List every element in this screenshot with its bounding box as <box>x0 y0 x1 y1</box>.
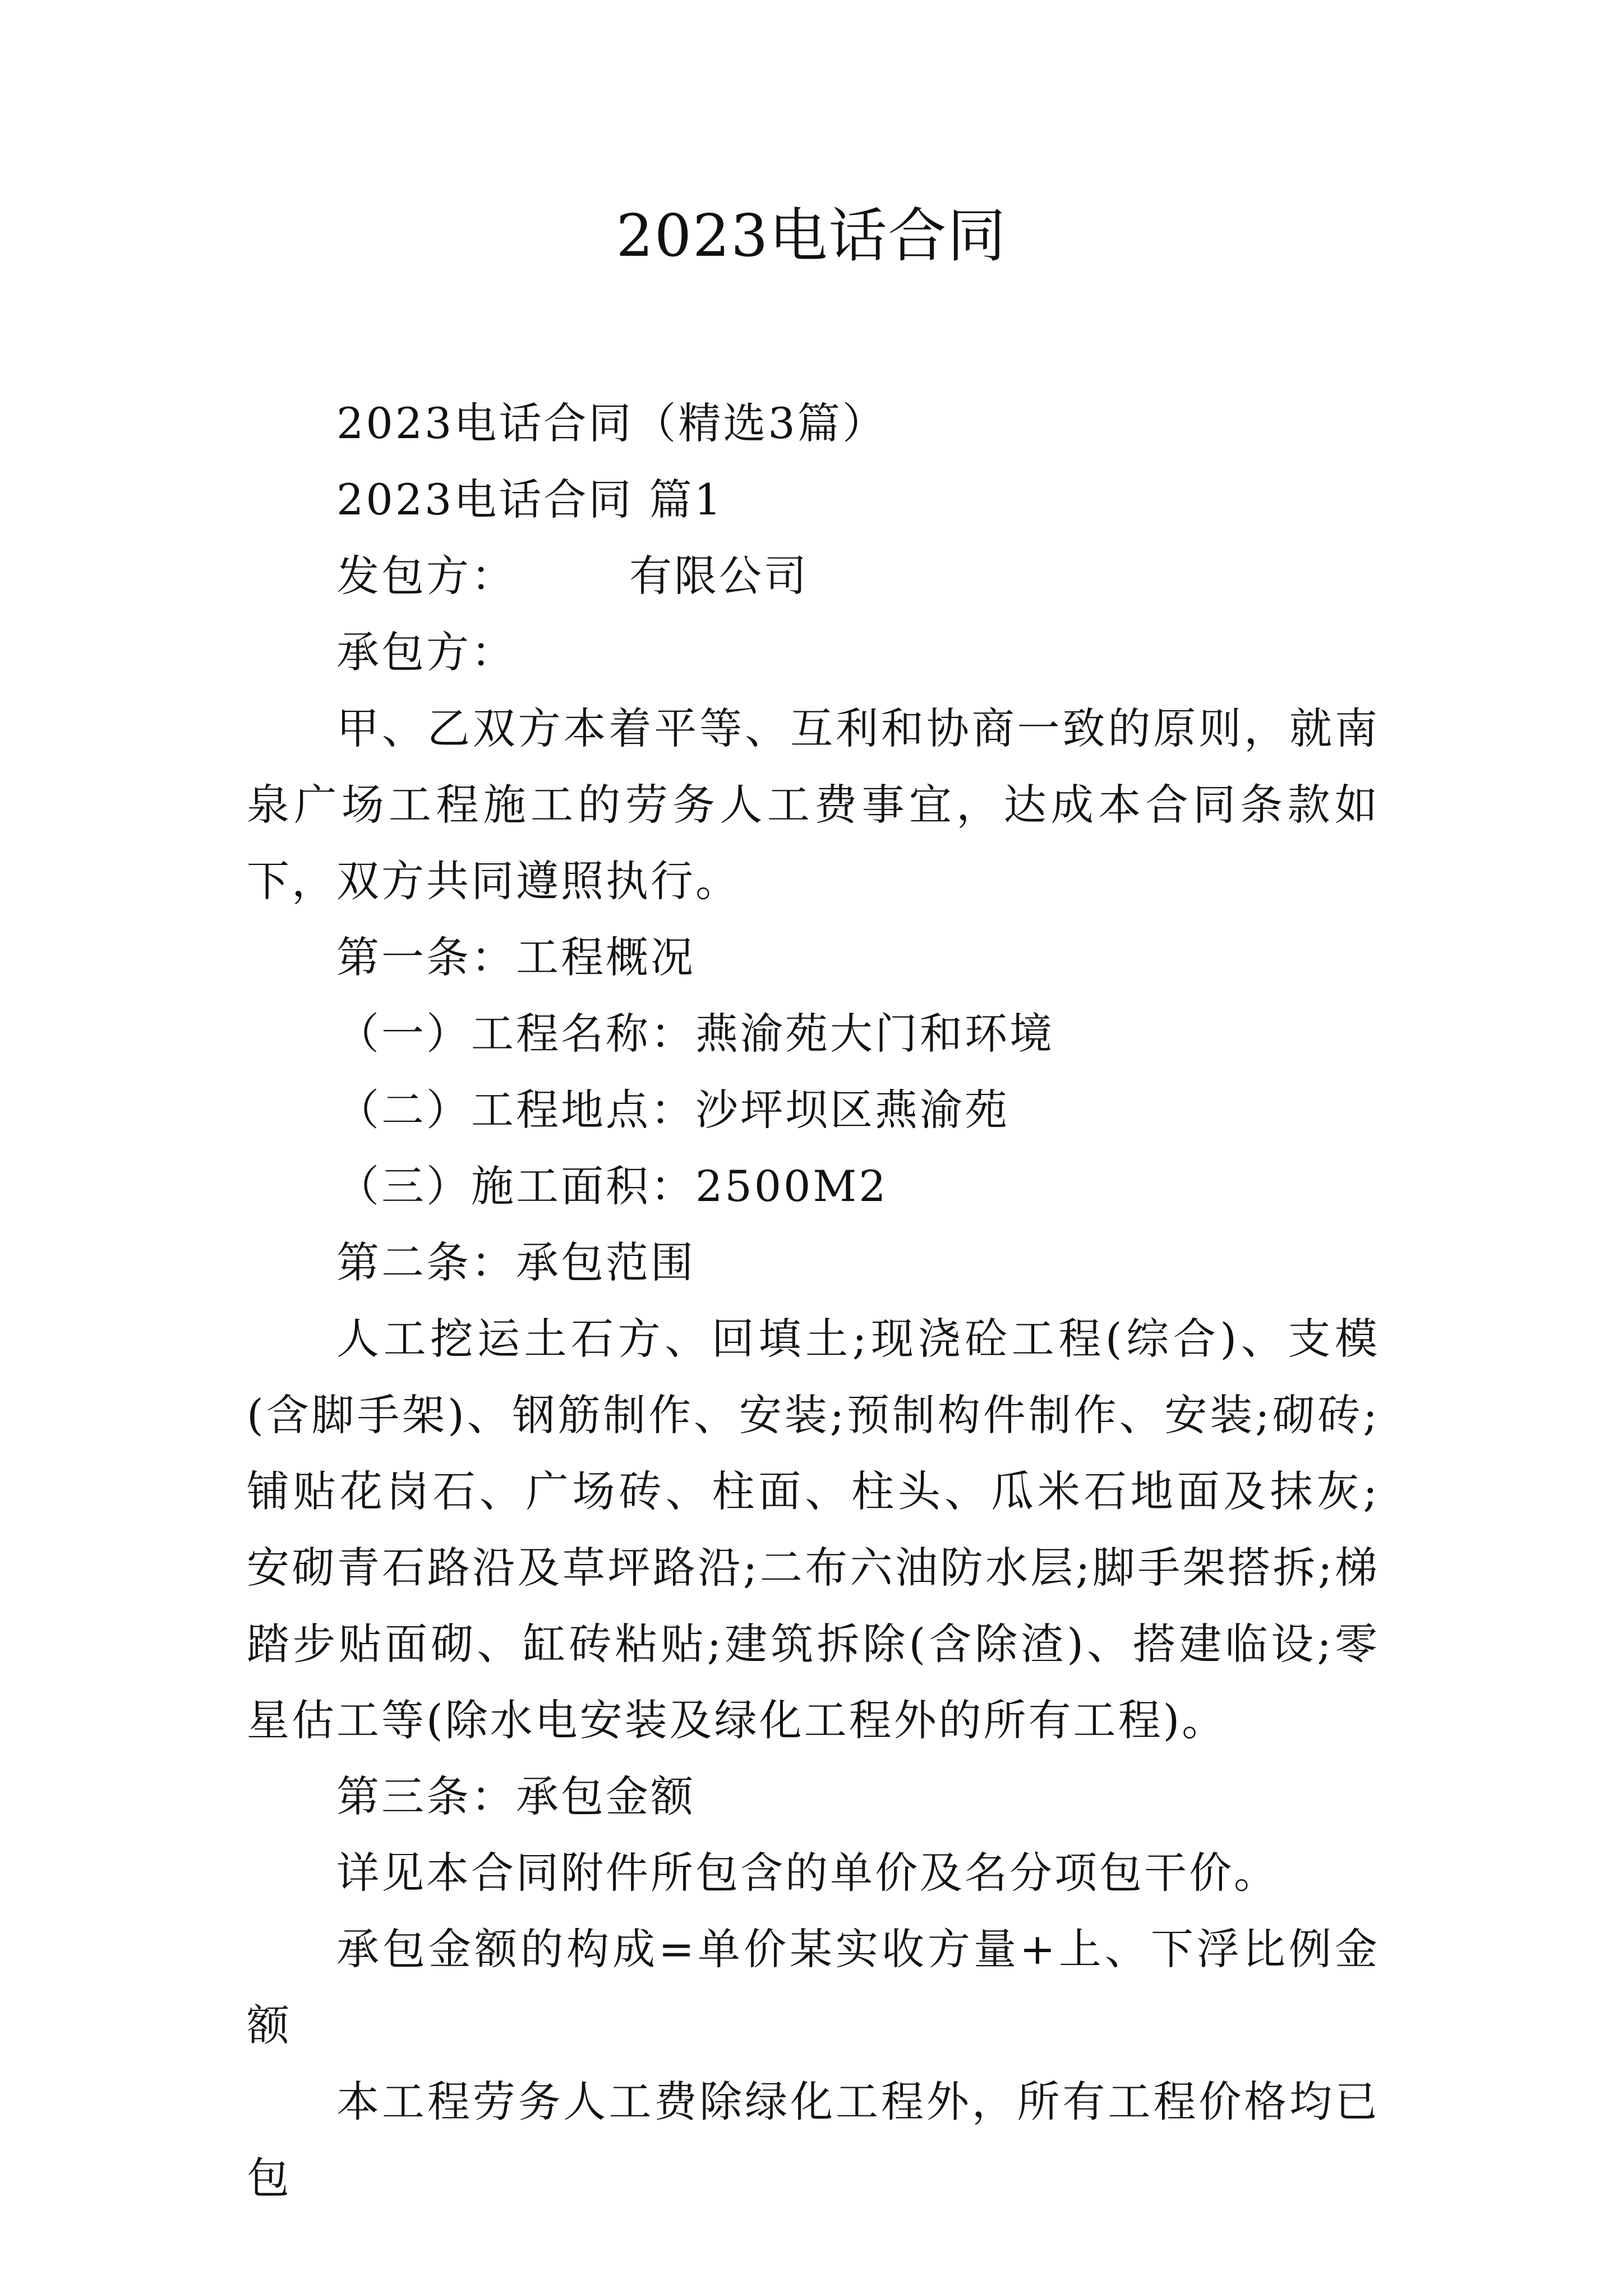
paragraph-price-detail: 详见本合同附件所包含的单价及名分项包干价。 <box>336 1848 1279 1898</box>
paragraph-construction-area: （三）施工面积：2500M2 <box>336 1161 888 1211</box>
paragraph-contractor: 发包方： 有限公司 <box>336 551 809 601</box>
paragraph-subtitle: 2023电话合同（精选3篇） <box>336 398 887 448</box>
paragraph-article-2-heading: 第二条：承包范围 <box>336 1237 695 1287</box>
document-title: 2023电话合同 <box>616 201 1007 270</box>
document-body <box>247 385 1380 2216</box>
paragraph-subcontractor: 承包方： <box>336 627 516 677</box>
paragraph-article-3-heading: 第三条：承包金额 <box>336 1772 695 1821</box>
paragraph-article-1-heading: 第一条：工程概况 <box>336 932 695 982</box>
paragraph-project-location: （二）工程地点：沙坪坝区燕渝苑 <box>336 1085 1009 1135</box>
paragraph-project-name: （一）工程名称：燕渝苑大门和环境 <box>336 1009 1054 1059</box>
paragraph-price-composition: 承包金额的构成=单价某实收方量+上、下浮比例金额 <box>247 1924 1380 2050</box>
paragraph-preamble: 甲、乙双方本着平等、互利和协商一致的原则，就南泉广场工程施工的劳务人工费事宜，达成本合同条款如下，双方共同遵照执行。 <box>247 703 1380 906</box>
paragraph-section-heading: 2023电话合同 篇1 <box>336 475 723 524</box>
paragraph-labor-cost: 本工程劳务人工费除绿化工程外，所有工程价格均已包 <box>247 2077 1380 2203</box>
paragraph-scope: 人工挖运土石方、回填土;现浇砼工程(综合)、支模(含脚手架)、钢筋制作、安装;预制构件制作、安装;砌砖;铺贴花岗石、广场砖、柱面、柱头、瓜米石地面及抹灰;安砌青石路沿及草坪路沿;二布六油防水层;脚手架搭拆;梯踏步贴面砌、缸砖粘贴;建筑拆除(含除渣)、搭建临设;零星估工等(除水电安装及绿化工程外的所有工程)。 <box>247 1314 1380 1745</box>
